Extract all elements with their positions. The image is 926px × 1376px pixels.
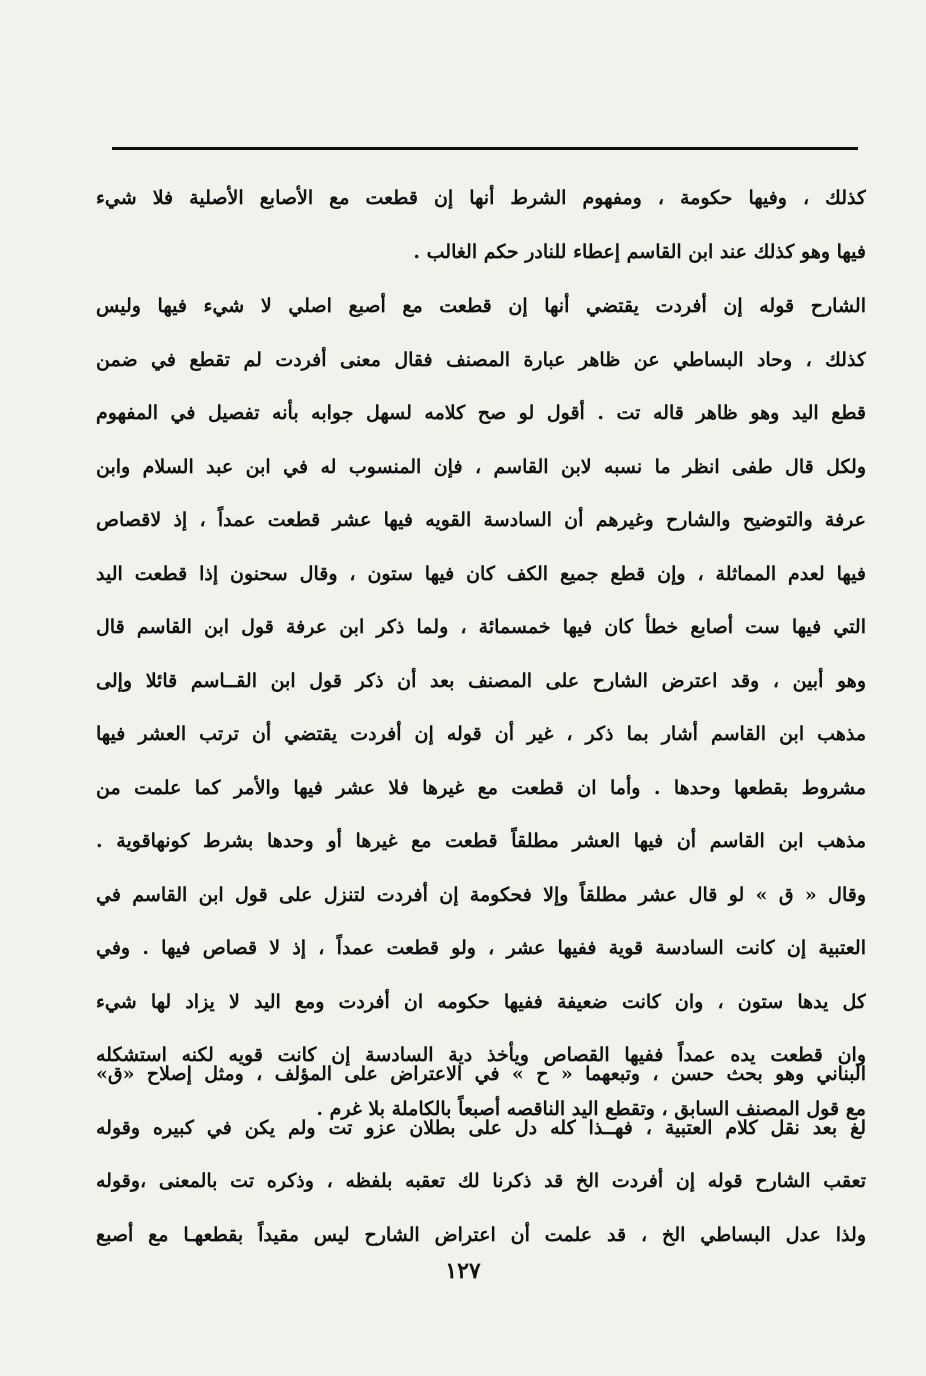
text-line: ولكل قال طفى انظر ما نسبه لابن القاسم ، فإن المنسوب له في ابن عبد السلام وابن: [96, 455, 866, 478]
paragraph-3: [96, 1048, 866, 1262]
text-line: مذهب ابن القاسم أشار بما ذكر ، غير أن قوله إن أفردت يقتضي أن ترتب العشر فيها: [96, 723, 866, 745]
text-line: كذلك ، وفيها حكومة ، ومفهوم الشرط أنها إن قطعت مع الأصابع الأصلية فلا شيء: [96, 187, 866, 209]
text-line: عرفة والتوضيح والشارح وغيرهم أن السادسة القويه فيها عشر قطعت عمداً ، إذ لاقصاص: [96, 509, 866, 531]
text-line: ولذا عدل البساطي الخ ، قد علمت أن اعتراض الشارح ليس مقيداً بقطعهـا مع أصبع: [96, 1223, 866, 1246]
text-line: التي فيها ست أصابع خطأ كان فيها خمسمائة ، ولما ذكر ابن عرفة قول ابن القاسم قال: [96, 616, 866, 638]
text-line: فيها وهو كذلك عند ابن القاسم إعطاء للنادر حكم الغالب .: [413, 240, 866, 263]
text-line: مع قول المصنف السابق ، وتقطع اليد الناقصه أصبعاً بالكاملة بلا غرم .: [316, 1097, 866, 1120]
text-line: تعقب الشارح قوله إن أفردت الخ قد ذكرنا لك تعقبه بلفظه ، وذكره تت بالمعنى ،وقوله: [96, 1170, 866, 1192]
text-line: لغ بعد نقل كلام العتبية ، فهــذا كله دل على بطلان عزو تت ولم يكن في كبيره وقوله: [96, 1116, 866, 1139]
text-line: وهو أبين ، وقد اعترض الشارح على المصنف بعد أن ذكر قول ابن القــاسم قائلا وإلى: [96, 669, 866, 692]
text-line: وان قطعت يده عمداً ففيها القصاص ويأخذ دية السادسة إن كانت قويه لكنه استشكله: [96, 1044, 866, 1066]
page-number: ١٢٧: [445, 1258, 481, 1284]
text-line: فيها لعدم المماثلة ، وإن قطع جميع الكف كان فيها ستون ، وقال سحنون إذا قطعت اليد: [96, 562, 866, 585]
text-line: الشارح قوله إن أفردت يقتضي أنها إن قطعت مع أصبع اصلي لا شيء فيها وليس: [96, 295, 866, 317]
text-line: قطع اليد وهو ظاهر قاله تت . أقول لو صح كلامه لسهل جوابه بأنه تفصيل في المفهوم: [96, 402, 866, 424]
text-line: البناني وهو بحث حسن ، وتبعهما « ح » في الاعتراض على المؤلف ، ومثل إصلاح «ق»: [96, 1063, 866, 1085]
text-line: كل يدها ستون ، وان كانت ضعيفة ففيها حكومه ان أفردت ومع اليد لا يزاد لها شيء: [96, 990, 866, 1013]
text-line: مذهب ابن القاسم أن فيها العشر مطلقاً قطعت مع غيرها أو وحدها بشرط كونهاقوية .: [96, 830, 866, 852]
text-line: وقال « ق » لو قال عشر مطلقاً وإلا فحكومة إن أفردت لتنزل على قول ابن القاسم في: [96, 883, 866, 906]
text-line: العتبية إن كانت السادسة قوية ففيها عشر ، ولو قطعت عمداً ، إذ لا قصاص فيها . وفي: [96, 937, 866, 959]
paragraph-1: [96, 172, 866, 279]
text-line: مشروط بقطعها وحدها . وأما ان قطعت مع غيرها فلا عشر فيها والأمر كما علمت من: [96, 776, 866, 799]
paragraph-2: [96, 280, 866, 1136]
header-rule: [112, 147, 858, 150]
text-line: كذلك ، وحاد البساطي عن ظاهر عبارة المصنف فقال معنى أفردت لم تقطع في ضمن: [96, 348, 866, 371]
